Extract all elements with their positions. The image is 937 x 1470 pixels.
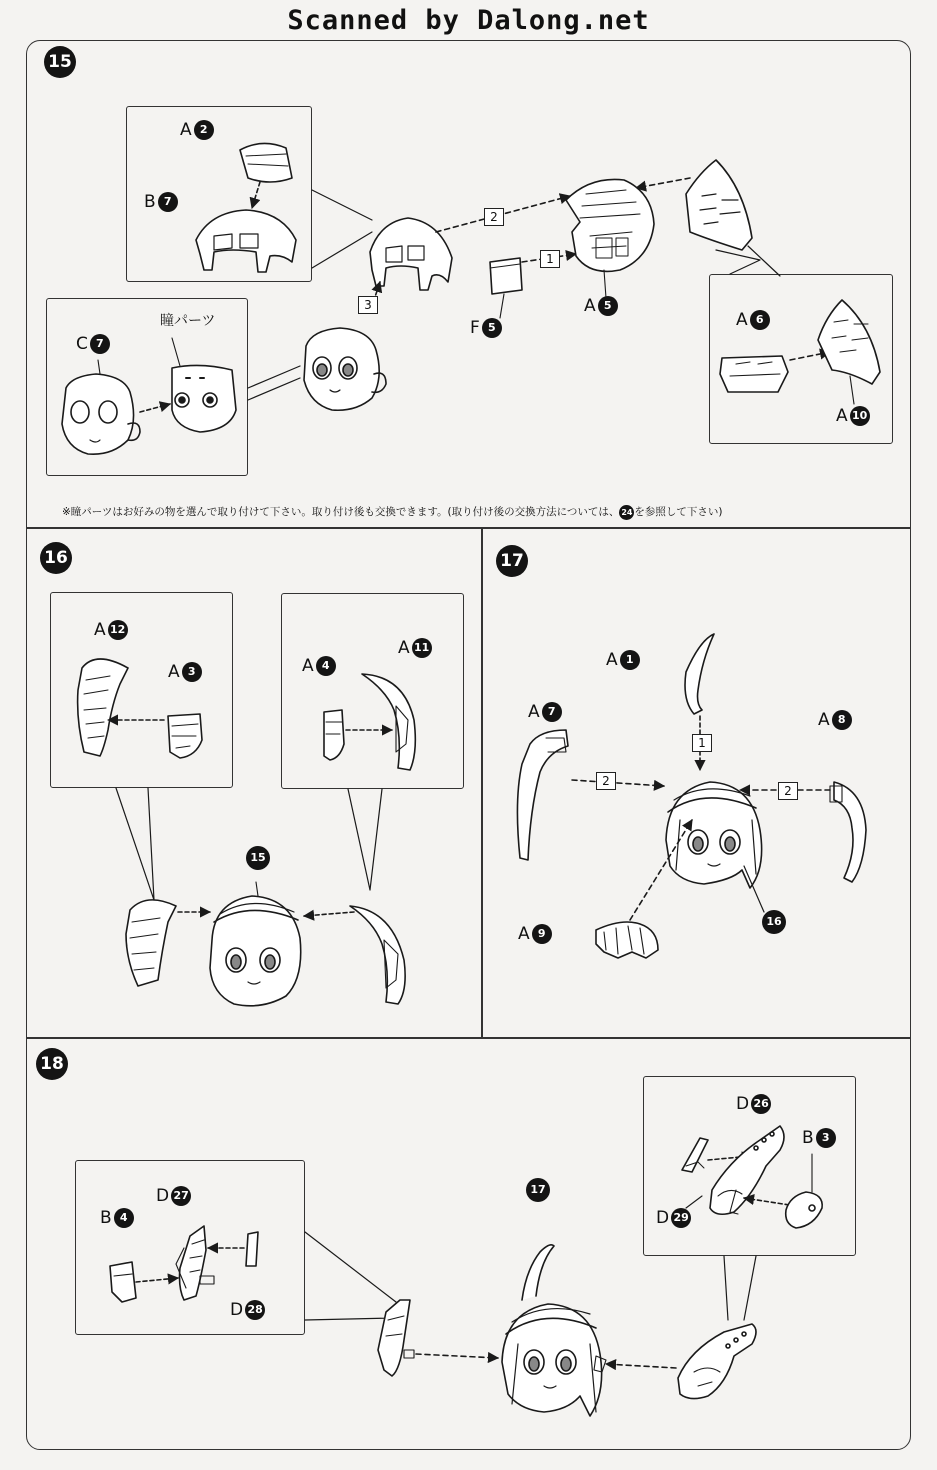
label-d26 xyxy=(736,1094,771,1114)
label-letter: A xyxy=(168,662,180,682)
label-c7 xyxy=(76,334,110,354)
divider-17-bottom xyxy=(26,1037,911,1039)
label-letter: C xyxy=(76,334,88,354)
step-18-badge: 18 xyxy=(36,1048,68,1080)
label-d27 xyxy=(156,1186,191,1206)
part-number-badge: 12 xyxy=(108,620,128,640)
step-17-badge: 17 xyxy=(496,545,528,577)
label-letter: A xyxy=(94,620,106,640)
label-a4 xyxy=(302,656,336,676)
label-a8 xyxy=(818,710,852,730)
label-letter: D xyxy=(230,1300,244,1320)
reference-step-badge: 15 xyxy=(246,846,270,870)
label-a1 xyxy=(606,650,640,670)
label-letter: B xyxy=(100,1208,112,1228)
part-number-badge: 9 xyxy=(532,924,552,944)
label-ref-17 xyxy=(526,1178,550,1202)
part-number-badge: 5 xyxy=(598,296,618,316)
label-letter: D xyxy=(156,1186,170,1206)
label-a10 xyxy=(836,406,870,426)
label-letter: D xyxy=(656,1208,670,1228)
part-number-badge: 7 xyxy=(158,192,178,212)
part-number-badge: 27 xyxy=(171,1186,191,1206)
label-b7 xyxy=(144,192,178,212)
label-letter: B xyxy=(144,192,156,212)
label-a6 xyxy=(736,310,770,330)
part-number-badge: 4 xyxy=(316,656,336,676)
part-number-badge: 1 xyxy=(620,650,640,670)
label-letter: A xyxy=(180,120,192,140)
part-number-badge: 6 xyxy=(750,310,770,330)
part-number-badge: 7 xyxy=(542,702,562,722)
label-b4 xyxy=(100,1208,134,1228)
part-number-badge: 8 xyxy=(832,710,852,730)
label-a3 xyxy=(168,662,202,682)
detail-box-right-side xyxy=(281,593,464,789)
sequence-step-2-left: 2 xyxy=(596,772,616,790)
label-b3 xyxy=(802,1128,836,1148)
label-letter: D xyxy=(736,1094,750,1114)
label-letter: A xyxy=(518,924,530,944)
part-number-badge: 26 xyxy=(751,1094,771,1114)
divider-16-17 xyxy=(481,527,483,1037)
note-text: ※瞳パーツはお好みの物を選んで取り付けて下さい。取り付け後も交換できます。(取り付け後の交換方法については、 xyxy=(62,506,620,518)
label-d28 xyxy=(230,1300,265,1320)
sequence-step-1: 1 xyxy=(540,250,560,268)
label-letter: A xyxy=(528,702,540,722)
sequence-step-1: 1 xyxy=(692,734,712,752)
label-a2 xyxy=(180,120,214,140)
sequence-step-3: 3 xyxy=(358,296,378,314)
part-number-badge: 5 xyxy=(482,318,502,338)
detail-box-left-side xyxy=(50,592,233,788)
label-ref-15 xyxy=(246,846,270,870)
part-number-badge: 3 xyxy=(816,1128,836,1148)
label-f5 xyxy=(470,318,502,338)
label-letter: B xyxy=(802,1128,814,1148)
part-number-badge: 29 xyxy=(671,1208,691,1228)
label-letter: A xyxy=(584,296,596,316)
label-letter: A xyxy=(302,656,314,676)
label-d29 xyxy=(656,1208,691,1228)
note-text-end: を参照して下さい) xyxy=(634,506,723,518)
step-15-badge: 15 xyxy=(44,46,76,78)
detail-box-eye-parts xyxy=(46,298,248,476)
part-number-badge: 3 xyxy=(182,662,202,682)
label-a12 xyxy=(94,620,128,640)
part-number-badge: 7 xyxy=(90,334,110,354)
divider-15-bottom xyxy=(26,527,911,529)
label-a9 xyxy=(518,924,552,944)
label-letter: A xyxy=(606,650,618,670)
label-letter: A xyxy=(398,638,410,658)
step-16-badge: 16 xyxy=(40,542,72,574)
sequence-step-2-right: 2 xyxy=(778,782,798,800)
part-number-badge: 28 xyxy=(245,1300,265,1320)
reference-step-badge: 17 xyxy=(526,1178,550,1202)
eye-parts-note xyxy=(62,504,723,520)
label-letter: F xyxy=(470,318,480,338)
part-number-badge: 2 xyxy=(194,120,214,140)
label-letter: A xyxy=(836,406,848,426)
sequence-step-2: 2 xyxy=(484,208,504,226)
label-ref-16 xyxy=(762,910,786,934)
part-number-badge: 4 xyxy=(114,1208,134,1228)
label-eye-parts xyxy=(160,310,215,330)
reference-step-badge: 24 xyxy=(619,505,634,520)
part-number-badge: 10 xyxy=(850,406,870,426)
label-letter: A xyxy=(818,710,830,730)
label-a11 xyxy=(398,638,432,658)
label-a7 xyxy=(528,702,562,722)
label-letter: A xyxy=(736,310,748,330)
part-number-badge: 11 xyxy=(412,638,432,658)
scan-credit-header: Scanned by Dalong.net xyxy=(287,5,650,36)
label-a5 xyxy=(584,296,618,316)
reference-step-badge: 16 xyxy=(762,910,786,934)
label-text: 瞳パーツ xyxy=(160,313,216,329)
